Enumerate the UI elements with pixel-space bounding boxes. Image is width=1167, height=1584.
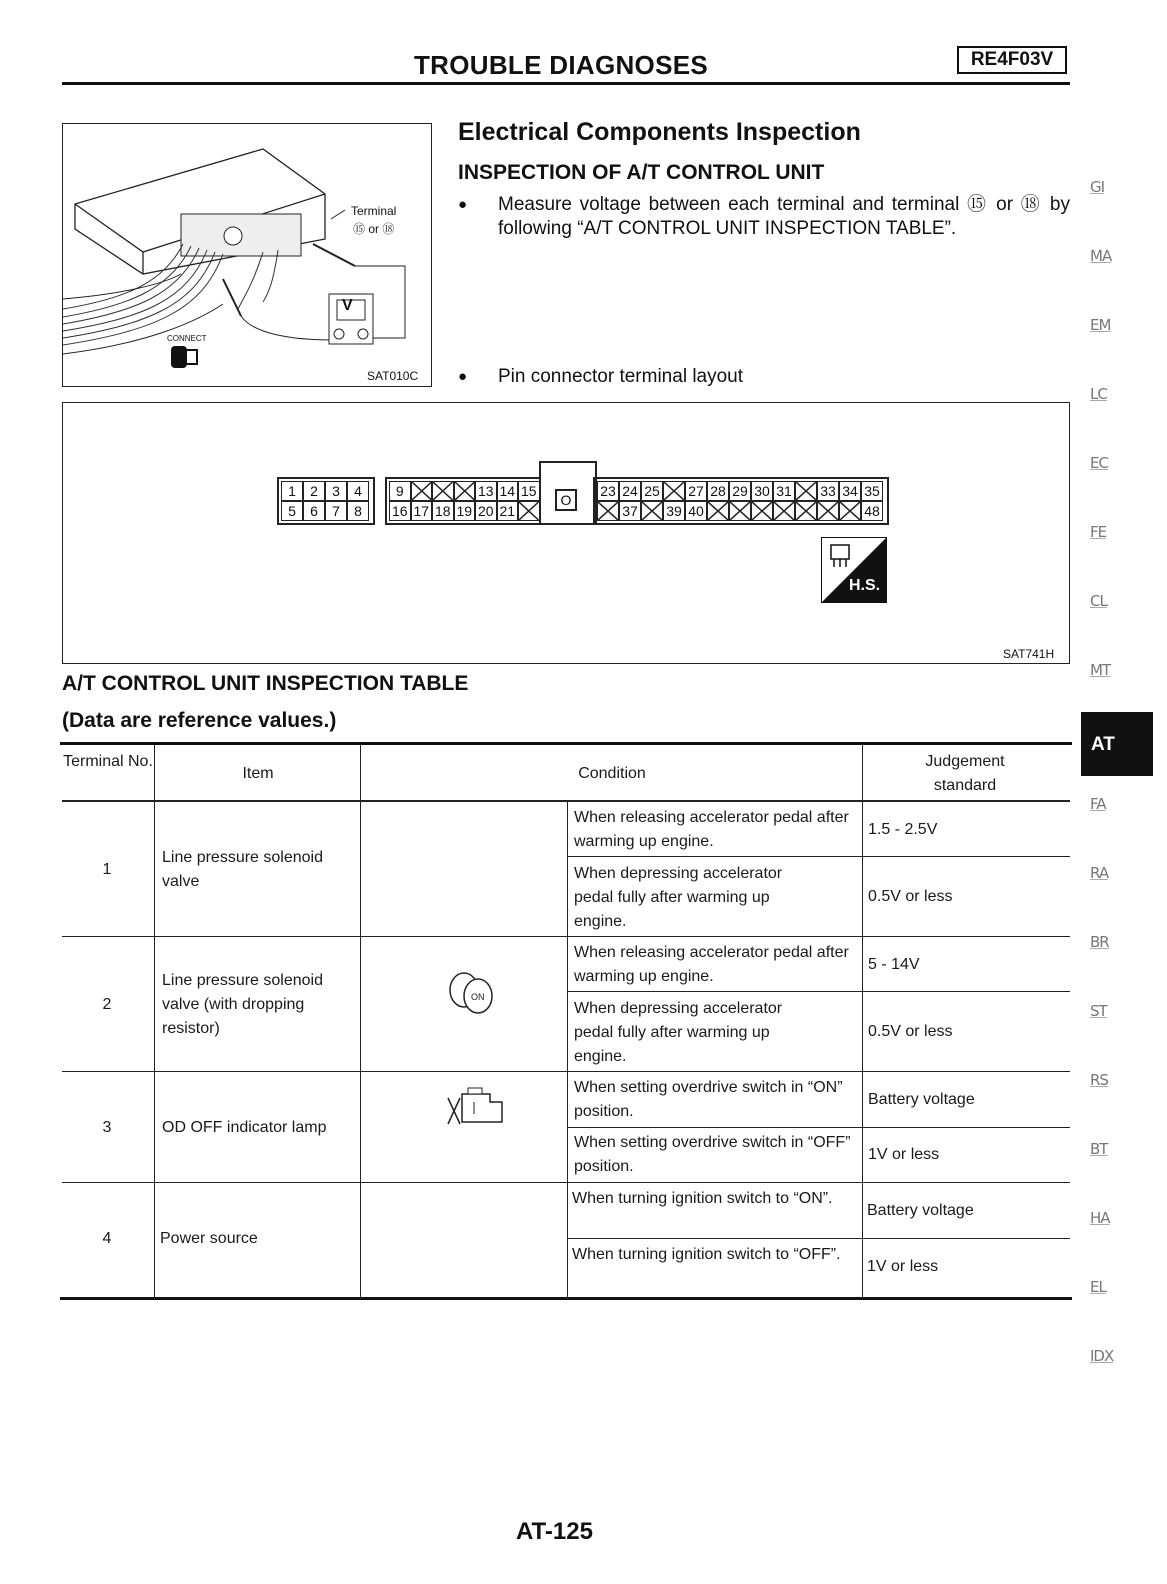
unused-pin: [773, 501, 795, 521]
table-grid-line: [62, 1182, 1070, 1183]
pin-cell: 24: [619, 481, 641, 501]
pin-cell: 1: [281, 481, 303, 501]
bullet-dot-icon: ●: [458, 196, 468, 213]
pin-cell: 33: [817, 481, 839, 501]
pin-cell: 23: [597, 481, 619, 501]
nav-tab-lc[interactable]: LC: [1090, 385, 1107, 403]
terminal-numbers: ⑮ or ⑱: [353, 222, 395, 236]
table-bottom-rule: [60, 1297, 1072, 1300]
table-grid-line: [567, 856, 1070, 857]
table-grid-line: [62, 1071, 1070, 1072]
control-unit-illustration: [62, 123, 432, 387]
bullet-dot-icon: ●: [458, 368, 468, 385]
table-grid-line: [360, 745, 361, 1300]
table-grid-line: [567, 991, 1070, 992]
pin-cell: 14: [497, 481, 519, 501]
judgement-value: 5 - 14V: [868, 956, 920, 973]
judgement-value: 1.5 - 2.5V: [868, 821, 938, 838]
pin-cell: 29: [729, 481, 751, 501]
connector-body: [277, 477, 889, 525]
pin-cell: 17: [411, 501, 433, 521]
pin-cell: 34: [839, 481, 861, 501]
terminal-number: 2: [102, 996, 112, 1013]
page-header-title: TROUBLE DIAGNOSES: [414, 50, 709, 80]
item-name: Power source: [160, 1230, 258, 1247]
pin-cell: 20: [475, 501, 497, 521]
unused-pin: [817, 501, 839, 521]
nav-tab-br[interactable]: BR: [1090, 933, 1109, 951]
unused-pin: [795, 481, 817, 501]
pin-cell: 8: [347, 501, 369, 521]
terminal-number: 1: [102, 861, 112, 878]
pin-cell: 40: [685, 501, 707, 521]
table-grid-line: [862, 800, 863, 1300]
unused-pin: [454, 481, 476, 501]
condition-text: When turning ignition switch to “OFF”.: [572, 1246, 841, 1263]
table-grid-line: [62, 800, 1070, 802]
pin-cell: 18: [432, 501, 454, 521]
instruction-bullet: [458, 193, 1070, 241]
pin-cell: 6: [303, 501, 325, 521]
terminal-label: Terminal: [351, 204, 397, 218]
layout-bullet: [458, 365, 1070, 389]
connector-key: O: [555, 489, 577, 511]
section-subtitle: INSPECTION OF A/T CONTROL UNIT: [458, 161, 825, 184]
pin-cell: 28: [707, 481, 729, 501]
pin-cell: 15: [518, 481, 540, 501]
nav-tab-ha[interactable]: HA: [1090, 1209, 1110, 1227]
judgement-value: 1V or less: [868, 1146, 940, 1163]
unused-pin: [597, 501, 619, 521]
nav-tab-at-active[interactable]: AT: [1081, 712, 1153, 776]
section-title: Electrical Components Inspection: [458, 118, 861, 146]
layout-text: Pin connector terminal layout: [498, 366, 744, 387]
item-name: Line pressure solenoid valve (with dropping resistor): [162, 972, 323, 1037]
nav-tab-bt[interactable]: BT: [1090, 1140, 1108, 1158]
engine-running-icon: [444, 1084, 510, 1128]
header-judgement: Judgement standard: [925, 753, 1005, 794]
unused-pin: [729, 501, 751, 521]
harness-side-badge: [821, 537, 887, 603]
pin-cell: 9: [389, 481, 411, 501]
pin-cell: 25: [641, 481, 663, 501]
condition-text: When releasing accelerator pedal after warming up engine.: [574, 809, 849, 850]
header-item: Item: [242, 765, 274, 782]
connect-label: CONNECT: [167, 334, 207, 343]
table-top-rule: [60, 742, 1072, 745]
figure-code: SAT741H: [1003, 647, 1055, 661]
nav-tab-fe[interactable]: FE: [1090, 523, 1107, 541]
judgement-value: 1V or less: [867, 1258, 939, 1275]
voltmeter-label: V: [342, 297, 353, 314]
judgement-value: Battery voltage: [868, 1091, 975, 1108]
nav-tab-rs[interactable]: RS: [1090, 1071, 1108, 1089]
unused-pin: [411, 481, 433, 501]
pin-cell: 4: [347, 481, 369, 501]
table-grid-line: [567, 1238, 1070, 1239]
pin-cell: 37: [619, 501, 641, 521]
item-name: Line pressure solenoid valve: [162, 849, 323, 890]
pin-cell: 48: [861, 501, 883, 521]
unused-pin: [663, 481, 685, 501]
key-on-label: ON: [471, 992, 485, 1002]
table-grid-line: [567, 1127, 1070, 1128]
judgement-value: 0.5V or less: [868, 888, 953, 905]
item-name: OD OFF indicator lamp: [162, 1119, 327, 1136]
header-terminal: Terminal No.: [63, 753, 153, 770]
pin-cell: 21: [497, 501, 519, 521]
pin-cell: 7: [325, 501, 347, 521]
unused-pin: [751, 501, 773, 521]
nav-tab-ma[interactable]: MA: [1090, 247, 1112, 265]
pin-cell: 13: [475, 481, 497, 501]
pin-cell: 27: [685, 481, 707, 501]
table-grid-line: [567, 800, 568, 1300]
pin-cell: 19: [454, 501, 476, 521]
judgement-value: 0.5V or less: [868, 1023, 953, 1040]
pin-cell: 31: [773, 481, 795, 501]
condition-text: When setting overdrive switch in “ON” position.: [574, 1079, 843, 1120]
condition-text: When releasing accelerator pedal after warming up engine.: [574, 944, 849, 985]
pin-cell: 39: [663, 501, 685, 521]
nav-tab-idx[interactable]: IDX: [1090, 1347, 1114, 1365]
condition-text: When depressing accelerator pedal fully after warming up engine.: [574, 865, 783, 930]
judgement-value: Battery voltage: [867, 1202, 974, 1219]
nav-tab-em[interactable]: EM: [1090, 316, 1111, 334]
header-rule: [62, 82, 1070, 85]
key-on-icon: [444, 968, 500, 1018]
unused-pin: [839, 501, 861, 521]
table-title: A/T CONTROL UNIT INSPECTION TABLE: [62, 672, 469, 695]
table-grid-line: [62, 936, 1070, 937]
model-code-badge: RE4F03V: [957, 46, 1067, 74]
nav-tab-gi[interactable]: GI: [1090, 178, 1105, 196]
harness-side-label: H.S.: [849, 577, 881, 594]
table-grid-line: [154, 745, 155, 1300]
nav-tab-ec[interactable]: EC: [1090, 454, 1108, 472]
header-condition: Condition: [578, 765, 646, 782]
nav-tab-mt[interactable]: MT: [1090, 661, 1111, 679]
pin-cell: 16: [389, 501, 411, 521]
pin-connector-layout: [62, 402, 1070, 664]
condition-text: When depressing accelerator pedal fully after warming up engine.: [574, 1000, 783, 1065]
unused-pin: [795, 501, 817, 521]
pin-cell: 30: [751, 481, 773, 501]
pin-cell: 35: [861, 481, 883, 501]
nav-tab-ra[interactable]: RA: [1090, 864, 1109, 882]
condition-text: When turning ignition switch to “ON”.: [572, 1190, 833, 1207]
terminal-number: 4: [102, 1230, 112, 1247]
pin-cell: 2: [303, 481, 325, 501]
control-unit-drawing: [63, 124, 431, 386]
unused-pin: [707, 501, 729, 521]
unused-pin: [641, 501, 663, 521]
instruction-text: Measure voltage between each terminal and terminal ⑮ or ⑱ by following “A/T CONTROL UNIT INSPECTION TABLE”.: [498, 194, 1070, 239]
table-note: (Data are reference values.): [62, 709, 337, 732]
nav-tab-fa[interactable]: FA: [1090, 795, 1106, 813]
terminal-number: 3: [102, 1119, 112, 1136]
table-grid-line: [862, 745, 863, 802]
nav-tab-st[interactable]: ST: [1090, 1002, 1107, 1020]
unused-pin: [432, 481, 454, 501]
nav-tab-el[interactable]: EL: [1090, 1278, 1106, 1296]
condition-text: When setting overdrive switch in “OFF” position.: [574, 1134, 851, 1175]
figure-code: SAT010C: [367, 369, 419, 383]
nav-tab-cl[interactable]: CL: [1090, 592, 1107, 610]
pin-cell: 3: [325, 481, 347, 501]
unused-pin: [518, 501, 540, 521]
page-number: AT-125: [516, 1518, 593, 1545]
pin-cell: 5: [281, 501, 303, 521]
